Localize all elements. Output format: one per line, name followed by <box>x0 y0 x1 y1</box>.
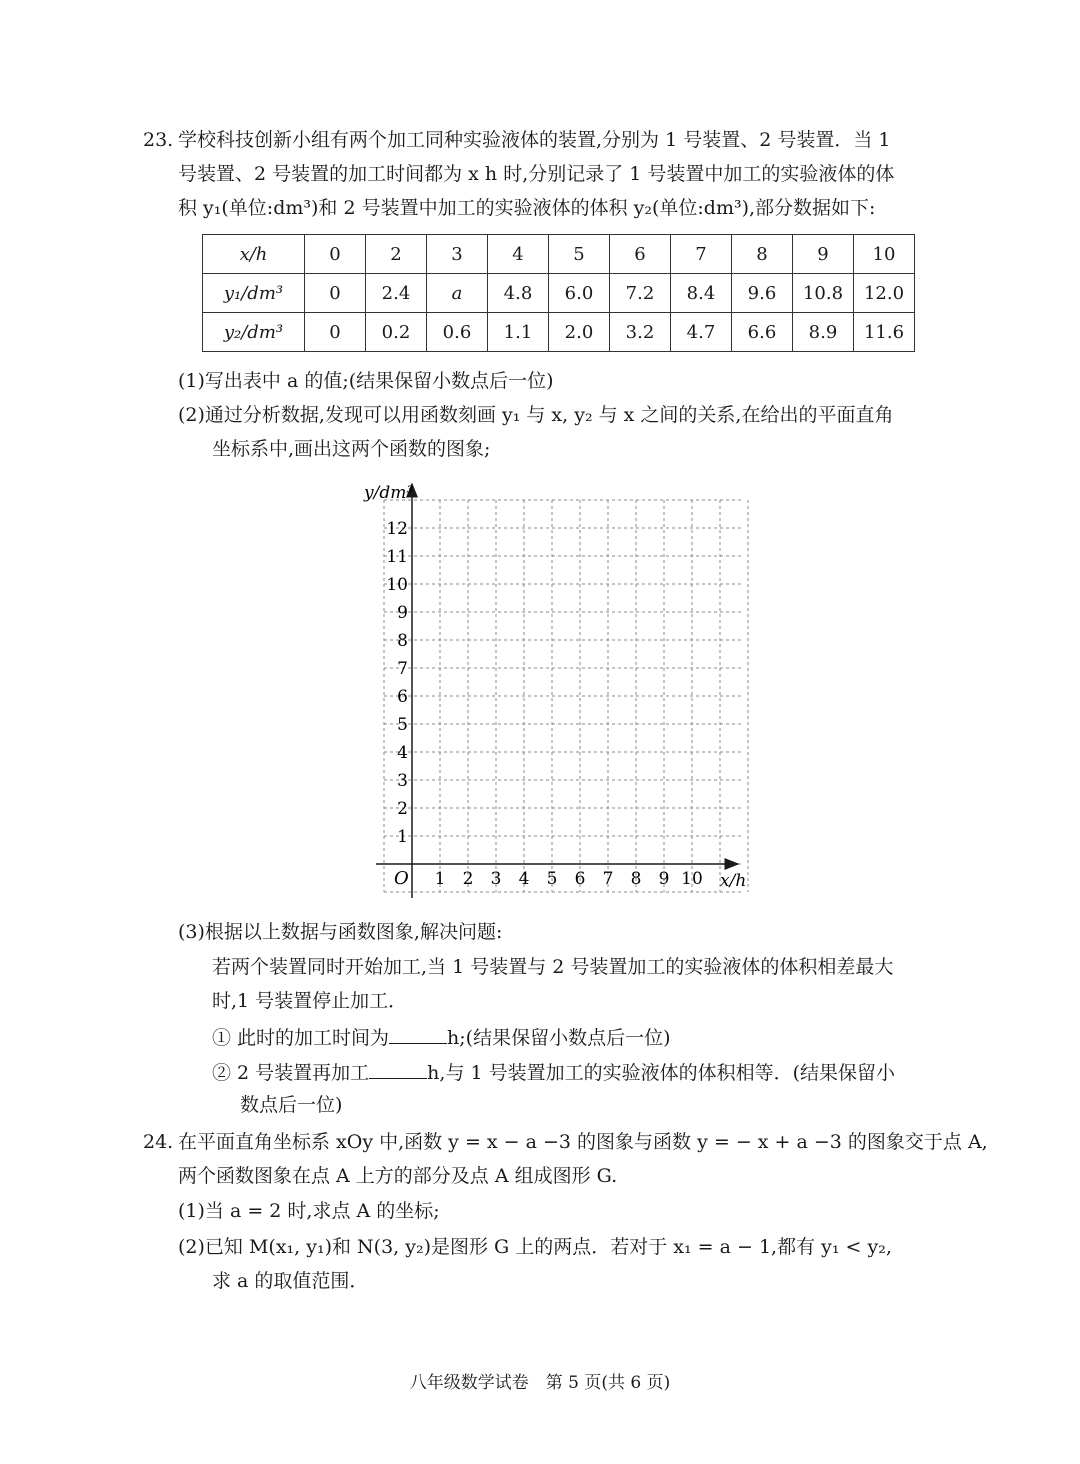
page-footer: 八年级数学试卷 第 5 页(共 6 页) <box>409 1373 671 1393</box>
q24-part1: (1)当 a = 2 时,求点 A 的坐标; <box>178 1200 440 1222</box>
table-cell: y₁/dm³ <box>203 274 305 313</box>
table-cell: 6.0 <box>549 274 610 313</box>
q23-stem-line1: 学校科技创新小组有两个加工同种实验液体的装置,分别为 1 号装置、2 号装置．当 1 <box>178 129 891 151</box>
y-tick-label: 8 <box>397 631 408 651</box>
sub1-text: ① 此时的加工时间为 <box>212 1027 390 1049</box>
q23-part2-line2: 坐标系中,画出这两个函数的图象; <box>212 438 491 460</box>
q23-sub1 <box>212 1025 671 1049</box>
q24-part2-line2: 求 a 的取值范围． <box>212 1270 369 1292</box>
y-tick-labels <box>386 519 408 847</box>
q23-part3-line2: 时,1 号装置停止加工． <box>212 990 408 1012</box>
table-cell: 2.0 <box>549 313 610 352</box>
table-cell: 0 <box>305 313 366 352</box>
x-tick-label: 3 <box>490 869 502 889</box>
table-cell: 6.6 <box>732 313 793 352</box>
x-tick-label: 10 <box>681 869 703 889</box>
q24-part2-line1: (2)已知 M(x₁, y₁)和 N(3, y₂)是图形 G 上的两点．若对于 x₁ = a − 1,都有 y₁ < y₂, <box>178 1236 892 1258</box>
x-tick-labels <box>435 869 703 889</box>
table-cell: 2 <box>366 235 427 274</box>
table-cell: 0.2 <box>366 313 427 352</box>
sub1-text-after: h;(结果保留小数点后一位) <box>447 1027 671 1049</box>
table-cell: 1.1 <box>488 313 549 352</box>
q23-part1: (1)写出表中 a 的值;(结果保留小数点后一位) <box>178 370 554 392</box>
table-cell: 0 <box>305 235 366 274</box>
table-cell: 0.6 <box>427 313 488 352</box>
y-tick-label: 7 <box>397 659 408 679</box>
x-axis-label: x/h <box>720 871 747 891</box>
origin-label: O <box>394 868 409 889</box>
answer-blank[interactable] <box>389 1025 447 1044</box>
y-tick-label: 4 <box>397 743 408 763</box>
table-cell: 0 <box>305 274 366 313</box>
coordinate-grid <box>350 478 770 898</box>
q23-stem-line2: 号装置、2 号装置的加工时间都为 x h 时,分别记录了 1 号装置中加工的实验液体的体 <box>178 163 895 185</box>
table-cell: 6 <box>610 235 671 274</box>
table-cell: 10.8 <box>793 274 854 313</box>
y-tick-label: 9 <box>397 603 408 623</box>
table-cell: 9 <box>793 235 854 274</box>
q23-number: 23. <box>143 129 174 151</box>
sub2-text: ② 2 号装置再加工 <box>212 1062 370 1084</box>
q23-sub2 <box>212 1060 895 1084</box>
y-tick-label: 3 <box>397 771 408 791</box>
table-cell: y₂/dm³ <box>203 313 305 352</box>
y-axis-label: y/dm³ <box>364 483 414 503</box>
table-cell: 8.4 <box>671 274 732 313</box>
table-cell: 2.4 <box>366 274 427 313</box>
sub2-text-after: h,与 1 号装置加工的实验液体的体积相等．(结果保留小 <box>427 1062 896 1084</box>
y-tick-label: 10 <box>386 575 408 595</box>
x-tick-label: 2 <box>462 869 474 889</box>
table-cell: 7.2 <box>610 274 671 313</box>
y-tick-label: 5 <box>397 715 408 735</box>
table-cell: 10 <box>854 235 915 274</box>
y-tick-label: 1 <box>397 827 408 847</box>
table-cell: 4.8 <box>488 274 549 313</box>
x-tick-label: 4 <box>518 869 530 889</box>
y-tick-label: 6 <box>397 687 408 707</box>
table-header-row <box>203 235 915 274</box>
q24-number: 24. <box>143 1131 174 1153</box>
table-cell: a <box>427 274 488 313</box>
table-cell: 3 <box>427 235 488 274</box>
table-cell: 7 <box>671 235 732 274</box>
table-cell: 11.6 <box>854 313 915 352</box>
table-row-y2 <box>203 313 915 352</box>
x-tick-label: 5 <box>546 869 558 889</box>
table-cell: 12.0 <box>854 274 915 313</box>
table-cell: 8 <box>732 235 793 274</box>
q23-part3-head: (3)根据以上数据与函数图象,解决问题: <box>178 921 503 943</box>
table-row-y1 <box>203 274 915 313</box>
y-tick-label: 11 <box>386 547 408 567</box>
table-cell: 5 <box>549 235 610 274</box>
x-tick-label: 8 <box>630 869 642 889</box>
q23-stem-line3: 积 y₁(单位:dm³)和 2 号装置中加工的实验液体的体积 y₂(单位:dm³),部分数据如下: <box>178 197 876 219</box>
q23-data-table <box>202 234 915 352</box>
table-cell: 3.2 <box>610 313 671 352</box>
x-tick-label: 6 <box>574 869 586 889</box>
x-tick-label: 9 <box>658 869 670 889</box>
y-tick-label: 12 <box>386 519 408 539</box>
q24-stem-line2: 两个函数图象在点 A 上方的部分及点 A 组成图形 G. <box>178 1165 618 1187</box>
y-tick-label: 2 <box>397 799 408 819</box>
q24-stem-line1: 在平面直角坐标系 xOy 中,函数 y = x − a −3 的图象与函数 y = − x + a −3 的图象交于点 A, <box>178 1131 988 1153</box>
grid-lines <box>384 500 748 892</box>
q23-part3-line1: 若两个装置同时开始加工,当 1 号装置与 2 号装置加工的实验液体的体积相差最大 <box>212 956 894 978</box>
q23-part2-line1: (2)通过分析数据,发现可以用函数刻画 y₁ 与 x, y₂ 与 x 之间的关系,在给出的平面直角 <box>178 404 894 426</box>
x-tick-label: 7 <box>602 869 614 889</box>
q23-sub2-line2: 数点后一位) <box>240 1094 343 1116</box>
table-cell: x/h <box>203 235 305 274</box>
x-tick-label: 1 <box>434 869 446 889</box>
table-cell: 8.9 <box>793 313 854 352</box>
table-cell: 4.7 <box>671 313 732 352</box>
table-cell: 4 <box>488 235 549 274</box>
table-cell: 9.6 <box>732 274 793 313</box>
answer-blank[interactable] <box>369 1060 427 1079</box>
